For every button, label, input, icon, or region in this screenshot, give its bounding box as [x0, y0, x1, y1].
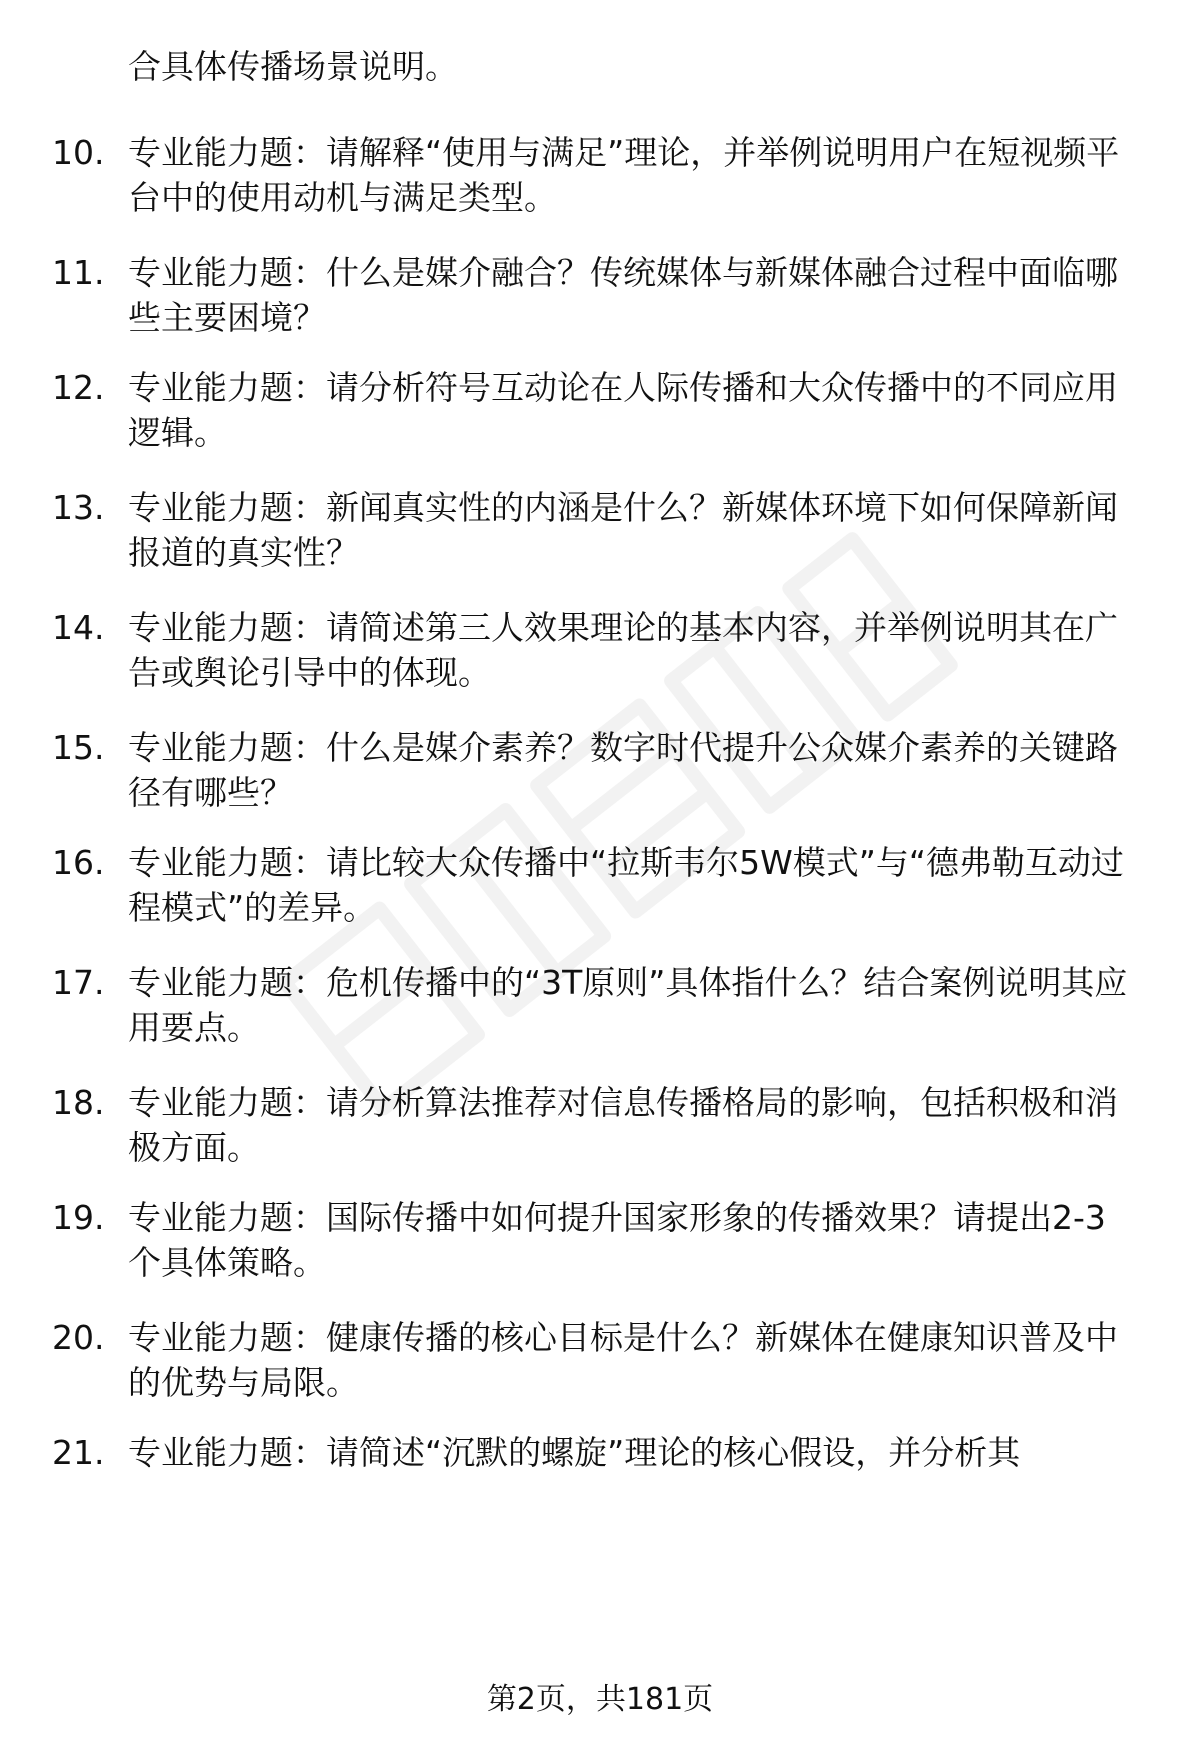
item-number: 13.	[52, 488, 105, 527]
item-number: 14.	[52, 608, 105, 647]
item-text: 专业能力题：危机传播中的“3T原则”具体指什么？结合案例说明其应用要点。	[128, 963, 1128, 1047]
item-number: 10.	[52, 133, 105, 172]
item-number: 17.	[52, 963, 105, 1002]
item-text: 专业能力题：请解释“使用与满足”理论，并举例说明用户在短视频平台中的使用动机与满足类型。	[128, 133, 1120, 217]
item-text: 专业能力题：请简述“沉默的螺旋”理论的核心假设，并分析其	[128, 1433, 1021, 1472]
item-text: 专业能力题：请比较大众传播中“拉斯韦尔5W模式”与“德弗勒互动过程模式”的差异。	[128, 843, 1124, 927]
item-number: 16.	[52, 843, 105, 882]
item-number: 12.	[52, 368, 105, 407]
item-number: 19.	[52, 1198, 105, 1237]
item-number: 15.	[52, 728, 105, 767]
item-number: 20.	[52, 1318, 105, 1357]
item-number: 21.	[52, 1433, 105, 1472]
item-text: 专业能力题：什么是媒介素养？数字时代提升公众媒介素养的关键路径有哪些？	[128, 728, 1118, 812]
continuation-text: 合具体传播场景说明。	[128, 47, 458, 86]
item-text: 专业能力题：请分析算法推荐对信息传播格局的影响，包括积极和消极方面。	[128, 1083, 1118, 1167]
item-text: 专业能力题：什么是媒介融合？传统媒体与新媒体融合过程中面临哪些主要困境？	[128, 253, 1118, 337]
item-number: 18.	[52, 1083, 105, 1122]
item-text: 专业能力题：请分析符号互动论在人际传播和大众传播中的不同应用逻辑。	[128, 368, 1118, 452]
item-text: 专业能力题：国际传播中如何提升国家形象的传播效果？请提出2-3个具体策略。	[128, 1198, 1106, 1282]
item-text: 专业能力题：请简述第三人效果理论的基本内容，并举例说明其在广告或舆论引导中的体现。	[128, 608, 1118, 692]
item-text: 专业能力题：健康传播的核心目标是什么？新媒体在健康知识普及中的优势与局限。	[128, 1318, 1118, 1402]
page-footer: 第2页，共181页	[486, 1682, 714, 1717]
item-number: 11.	[52, 253, 105, 292]
item-text: 专业能力题：新闻真实性的内涵是什么？新媒体环境下如何保障新闻报道的真实性？	[128, 488, 1118, 572]
